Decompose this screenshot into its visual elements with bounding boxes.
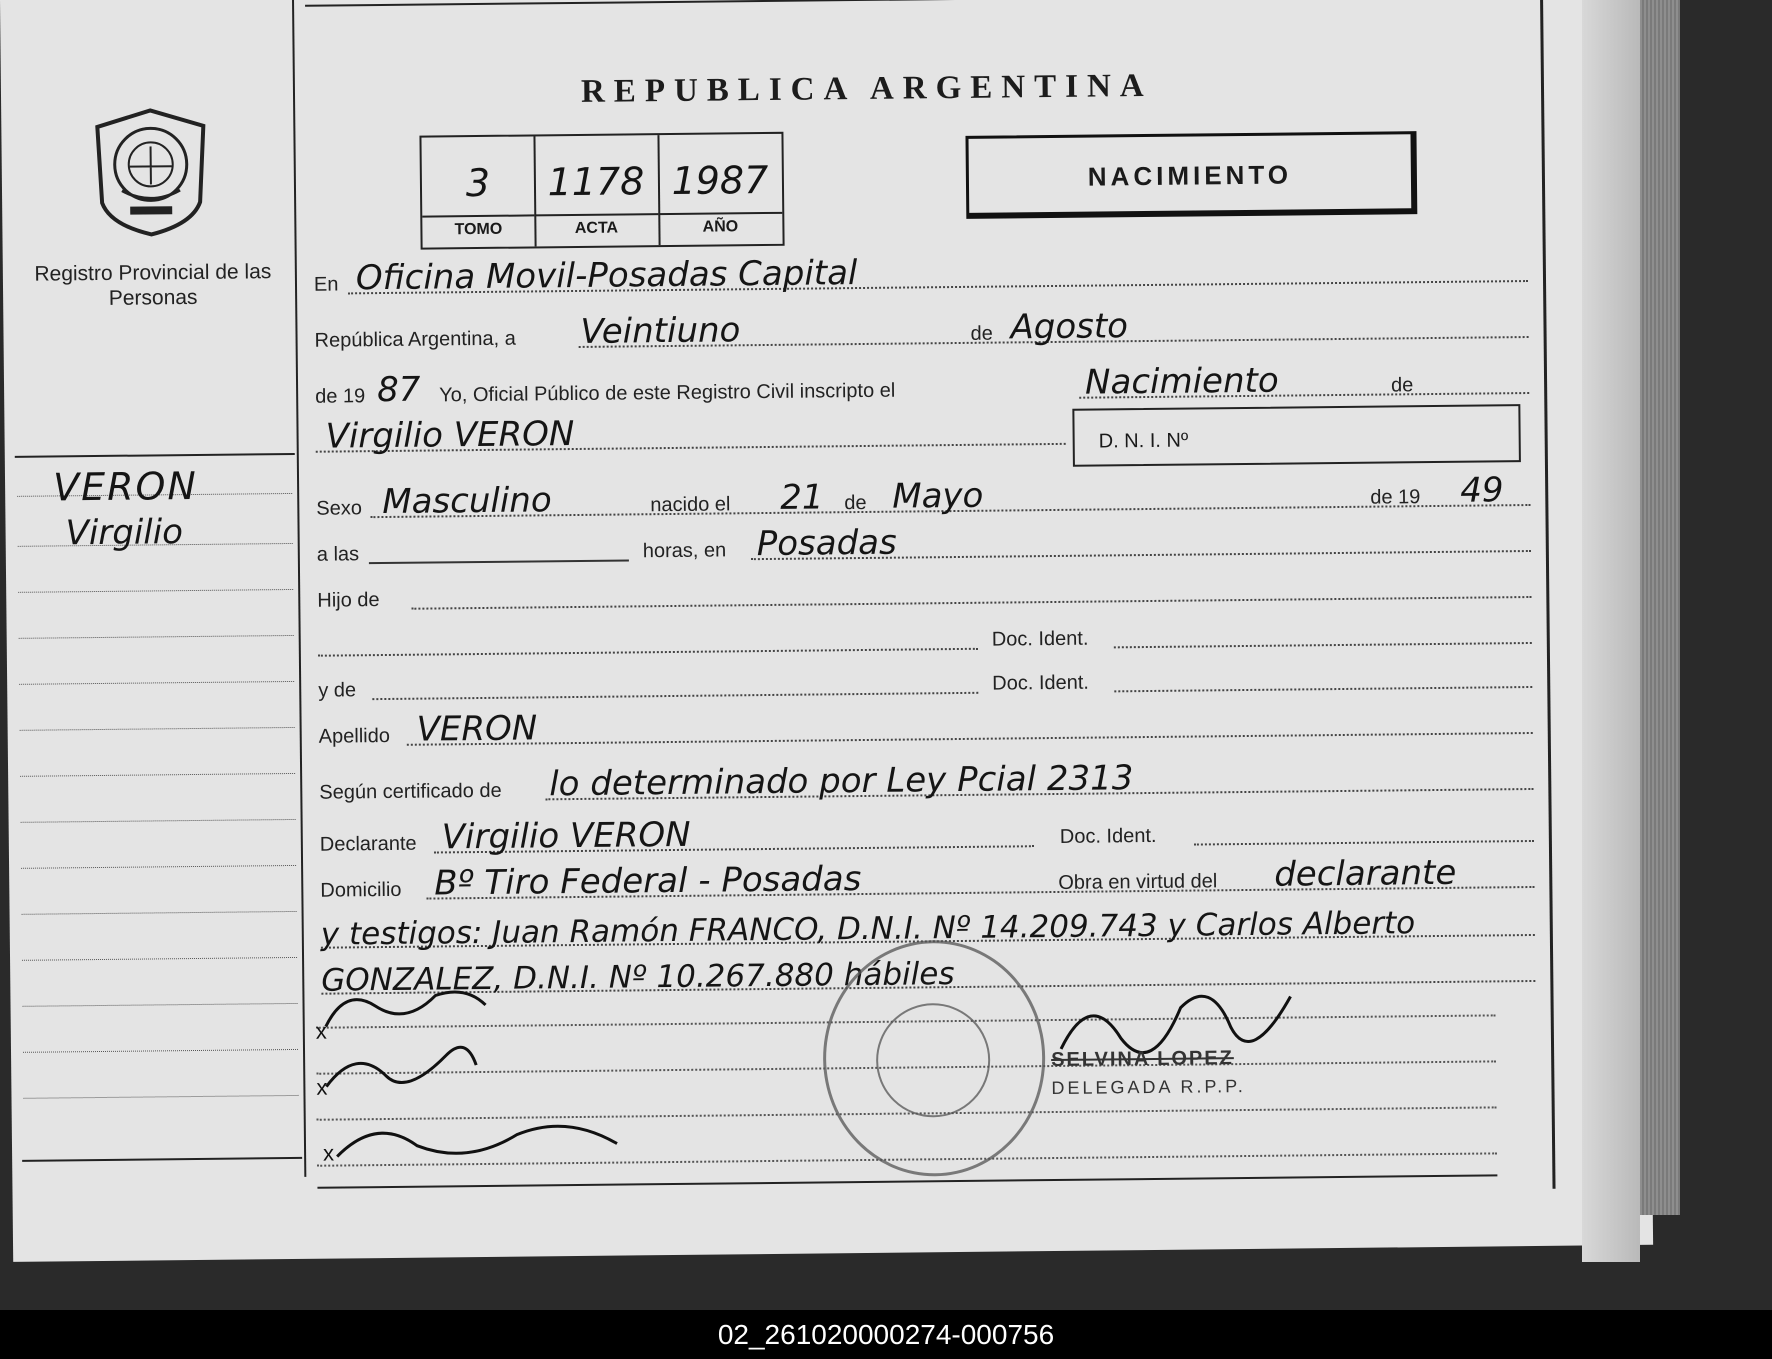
sexo-value: Masculino bbox=[382, 480, 552, 523]
en-label: En bbox=[313, 273, 339, 296]
ano-label: AÑO bbox=[658, 212, 782, 237]
domicilio-value: Bº Tiro Federal - Posadas bbox=[434, 859, 862, 904]
dotted-line bbox=[1114, 686, 1532, 692]
margin-line bbox=[22, 911, 297, 915]
year-value: 87 bbox=[376, 369, 421, 411]
birth-year-value: 49 bbox=[1460, 470, 1504, 511]
act-type-label: NACIMIENTO bbox=[1087, 159, 1293, 192]
birth-month-value: Mayo bbox=[892, 475, 984, 517]
declarante-value: Virgilio VERON bbox=[441, 814, 691, 858]
horas-label: horas, en bbox=[642, 539, 727, 563]
svg-text:x: x bbox=[316, 1074, 328, 1100]
certificado-value: lo determinado por Ley Pcial 2313 bbox=[549, 758, 1134, 805]
margin-bottom-rule bbox=[22, 1157, 302, 1162]
official-block bbox=[1051, 1047, 1292, 1100]
declarante-label: Declarante bbox=[319, 832, 417, 856]
dni-label: D. N. I. Nº bbox=[1098, 429, 1189, 453]
hijo-label: Hijo de bbox=[317, 589, 380, 612]
official-title: DELEGADA R.P.P. bbox=[1051, 1076, 1246, 1099]
apellido-label: Apellido bbox=[318, 724, 391, 748]
svg-text:x: x bbox=[322, 1140, 335, 1166]
person-value: Virgilio VERON bbox=[325, 414, 575, 457]
reference-box bbox=[419, 132, 784, 250]
margin-line bbox=[23, 1003, 298, 1007]
birth-day-value: 21 bbox=[780, 477, 824, 518]
image-code: 02_261020000274-000756 bbox=[717, 1319, 1055, 1350]
official-name: SELVINA LOPEZ bbox=[1051, 1047, 1234, 1072]
margin-line bbox=[23, 1049, 298, 1053]
image-code-strip bbox=[0, 1310, 1772, 1359]
margin-given-name: Virgilio bbox=[65, 512, 184, 554]
doc-ident-label-3: Doc. Ident. bbox=[1059, 824, 1157, 848]
acta-label: ACTA bbox=[534, 213, 658, 238]
tomo-cell bbox=[421, 136, 536, 247]
witness-line-1: y testigos: Juan Ramón FRANCO, D.N.I. Nº 14.209.743 y Carlos Alberto bbox=[320, 905, 1416, 953]
margin-column bbox=[0, 0, 313, 1200]
de-label-3: de bbox=[844, 491, 867, 515]
month-value: Agosto bbox=[1010, 306, 1129, 348]
acta-cell bbox=[533, 135, 660, 246]
margin-line bbox=[19, 635, 294, 639]
country-heading: REPUBLICA ARGENTINA bbox=[580, 67, 1153, 110]
margin-line bbox=[19, 681, 294, 685]
ano-value: 1987 bbox=[671, 157, 769, 203]
margin-top-rule bbox=[15, 453, 295, 458]
obra-value: declarante bbox=[1274, 852, 1457, 895]
margin-line bbox=[20, 727, 295, 731]
official-stamp bbox=[822, 939, 1046, 1177]
dotted-line bbox=[372, 692, 978, 700]
de-label: de bbox=[970, 322, 993, 345]
de-label-2: de bbox=[1390, 374, 1414, 397]
tomo-value: 3 bbox=[465, 160, 491, 206]
witness-line-2: GONZALEZ, D.N.I. Nº 10.267.880 hábiles bbox=[321, 956, 955, 999]
margin-line bbox=[22, 957, 297, 961]
nacido-label: nacido el bbox=[650, 493, 731, 517]
margin-line bbox=[21, 819, 296, 823]
sexo-label: Sexo bbox=[316, 497, 363, 520]
stamp-emblem-icon bbox=[876, 1003, 991, 1118]
margin-line bbox=[20, 773, 295, 777]
domicilio-label: Domicilio bbox=[320, 878, 402, 902]
margin-line bbox=[23, 1095, 298, 1099]
witness-signatures bbox=[315, 963, 637, 1186]
ano-cell bbox=[657, 134, 782, 245]
book-page-edges bbox=[1582, 0, 1640, 1262]
dotted-line bbox=[318, 648, 978, 657]
dni-box bbox=[1072, 404, 1521, 467]
apellido-value: VERON bbox=[416, 708, 538, 750]
hour-line bbox=[369, 559, 629, 564]
a-las-label: a las bbox=[316, 543, 360, 566]
yo-label: Yo, Oficial Público de este Registro Civil inscripto el bbox=[439, 379, 896, 407]
inscribed-value: Nacimiento bbox=[1084, 360, 1279, 403]
book-spine bbox=[1640, 0, 1680, 1215]
margin-surname: VERON bbox=[52, 463, 199, 510]
republica-label: República Argentina, a bbox=[314, 327, 516, 352]
svg-text:x: x bbox=[315, 1018, 327, 1044]
y-de-label: y de bbox=[318, 679, 357, 702]
dotted-line bbox=[1194, 840, 1534, 846]
certificado-label: Según certificado de bbox=[319, 779, 502, 804]
margin-line bbox=[21, 865, 296, 869]
act-type-box bbox=[965, 131, 1417, 219]
year-prefix-label: de 19 bbox=[315, 385, 366, 408]
birth-place-value: Posadas bbox=[756, 522, 897, 565]
dotted-line bbox=[411, 596, 1531, 610]
registry-name: Registro Provincial de las Personas bbox=[34, 260, 272, 310]
obra-label: Obra en virtud del bbox=[1058, 870, 1218, 894]
tomo-label: TOMO bbox=[422, 214, 534, 239]
acta-value: 1178 bbox=[547, 159, 645, 205]
dotted-line bbox=[407, 732, 1533, 746]
en-value: Oficina Movil-Posadas Capital bbox=[355, 253, 858, 299]
de19-label: de 19 bbox=[1370, 486, 1421, 509]
doc-ident-label: Doc. Ident. bbox=[991, 627, 1089, 651]
doc-ident-label-2: Doc. Ident. bbox=[992, 671, 1090, 695]
margin-line bbox=[18, 589, 293, 593]
day-value: Veintiuno bbox=[580, 310, 741, 352]
dotted-line bbox=[1114, 642, 1532, 648]
province-seal-icon bbox=[91, 106, 210, 239]
